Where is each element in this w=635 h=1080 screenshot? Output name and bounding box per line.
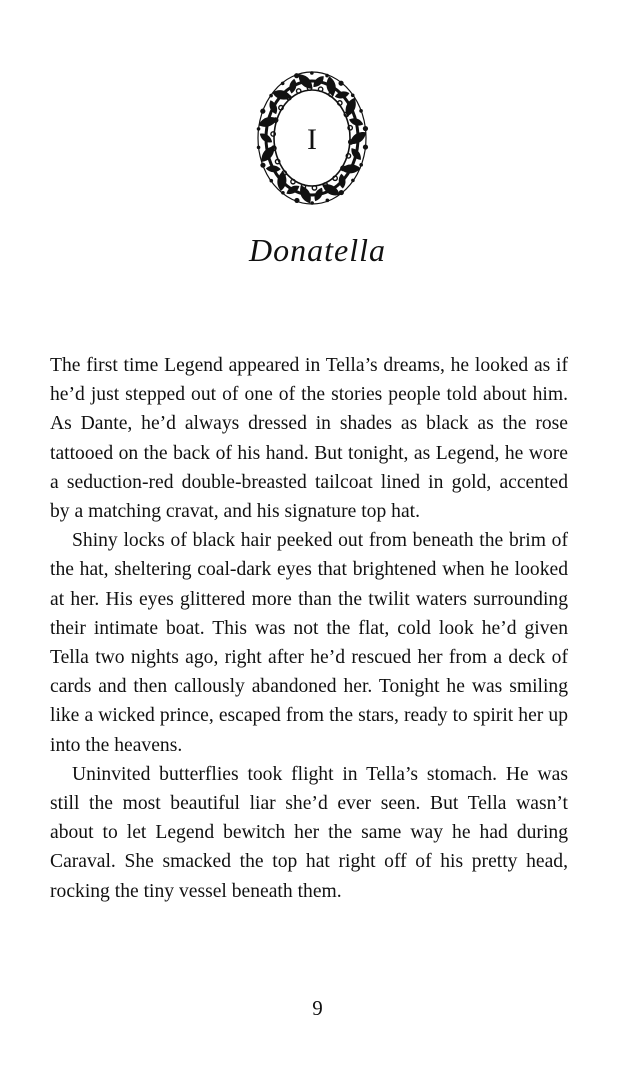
wreath-curl: [275, 159, 279, 163]
wreath-berry: [359, 163, 363, 167]
wreath-berry: [310, 71, 314, 75]
wreath-berry: [351, 94, 355, 98]
wreath-berry: [281, 82, 285, 86]
wreath-berry: [294, 198, 299, 203]
chapter-numeral: I: [307, 123, 317, 156]
chapter-title: Donatella: [249, 232, 386, 268]
wreath-curl: [291, 179, 295, 183]
wreath-curl: [312, 186, 316, 190]
wreath-curl: [296, 89, 300, 93]
wreath-curl: [271, 132, 275, 136]
wreath-berry: [338, 81, 343, 86]
wreath-berry: [326, 199, 330, 203]
floral-wreath-icon: [248, 58, 376, 218]
wreath-berry: [359, 109, 363, 113]
wreath-berry: [257, 127, 261, 131]
wreath-curl: [348, 126, 352, 130]
wreath-leaf: [266, 165, 281, 172]
wreath-curl: [338, 101, 342, 105]
paragraph-3: Uninvited butterflies took flight in Tella’s stomach. He was still the most beautiful liar she’d ever seen. But Tella wasn’t about to let Legend bewitch her the same way he had during Caraval. She smacked the top hat right off of his pretty head, rocking the tiny vessel beneath them.: [50, 763, 568, 902]
paragraph-2: Shiny locks of black hair peeked out from beneath the brim of the hat, sheltering coal-dark eyes that brightened when he looked at her. His eyes glittered more than the twilit waters surrounding their intimate boat. This was not the flat, cold look he’d given Tella two nights ago, right after he’d rescued her from a deck of cards and then callously abandoned her. Tonight he was smiling like a wicked prince, escaped from the stars, ready to spirit her up into the heavens.: [50, 530, 568, 756]
paragraph-1: The first time Legend appeared in Tella’s dreams, he looked as if he’d just stepped out of one of the stories people told about him. As Dante, he’d always dressed in shades as black as the rose tattooed on the back of his hand. But tonight, as Legend, he wore a seduction-red double-breasted tailcoat lined in gold, accented by a matching cravat, and his signature top hat.: [50, 355, 568, 523]
page-number: 9: [312, 996, 323, 1020]
wreath-berry: [310, 201, 314, 205]
wreath-berry: [269, 94, 273, 98]
wreath-berry: [257, 146, 261, 150]
wreath-berry: [260, 163, 265, 168]
wreath-curl: [333, 176, 337, 180]
wreath-curl: [318, 87, 322, 91]
wreath-berry: [363, 144, 368, 149]
wreath-berry: [281, 191, 285, 195]
wreath-berry: [260, 109, 265, 114]
wreath-curl: [279, 105, 283, 109]
chapter-body: [50, 351, 568, 906]
wreath-berry: [269, 179, 273, 183]
wreath-berry: [363, 126, 368, 131]
wreath-berry: [294, 73, 299, 78]
wreath-berry: [325, 74, 329, 78]
wreath-berry: [351, 179, 355, 183]
chapter-ornament: [248, 58, 376, 218]
wreath-curl: [346, 154, 350, 158]
